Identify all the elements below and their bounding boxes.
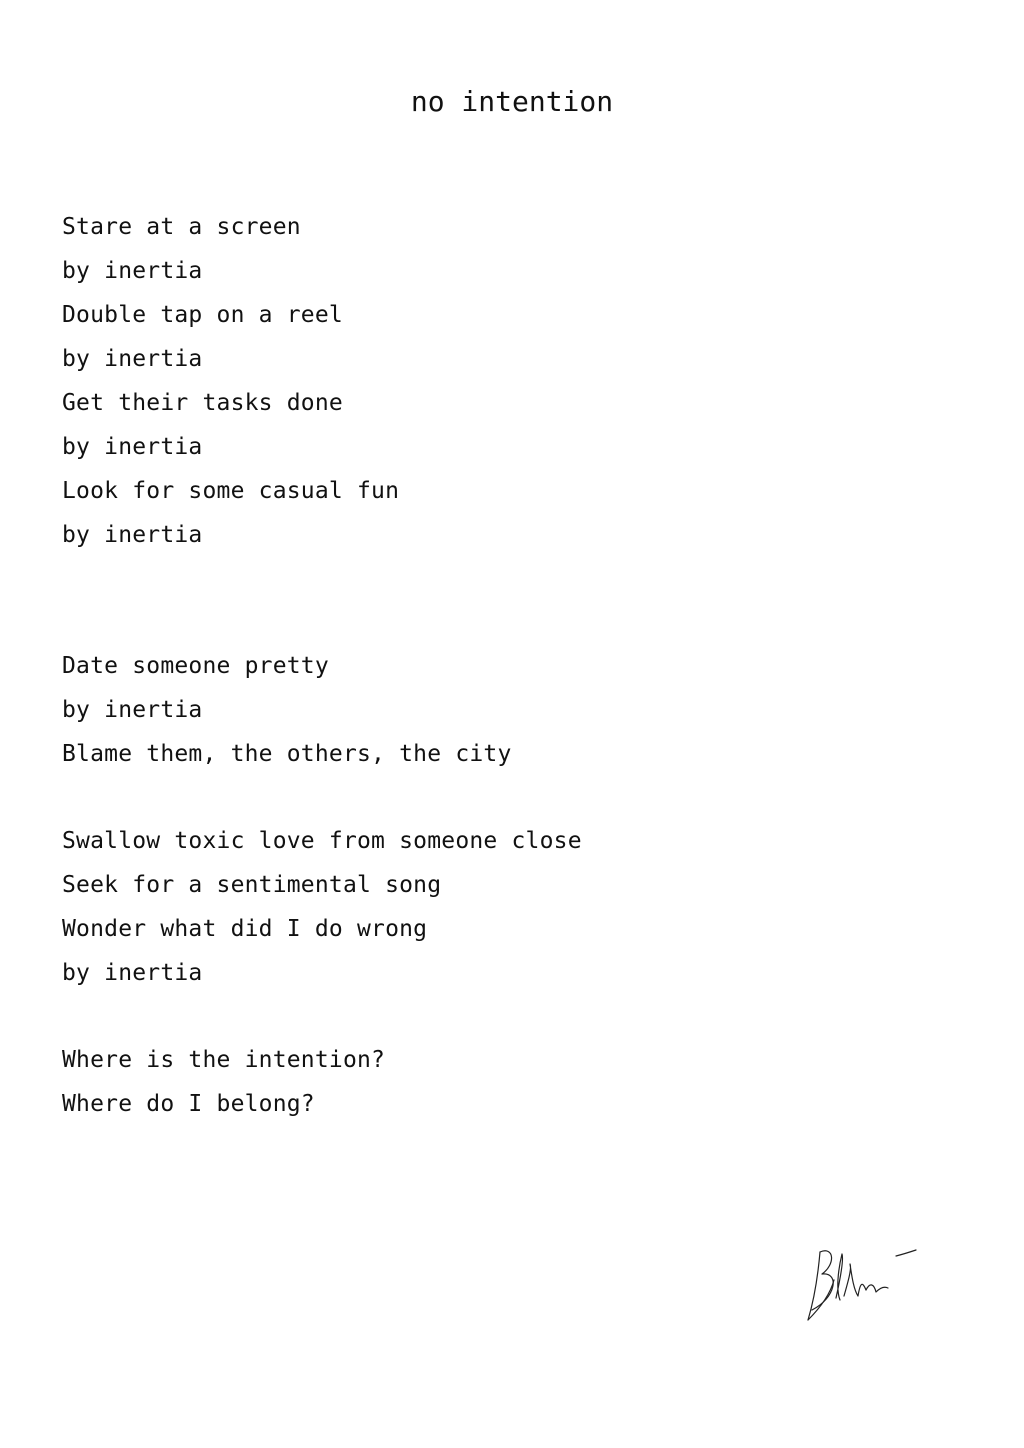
poem-line: Where is the intention? xyxy=(62,1047,386,1073)
poem-line: by inertia xyxy=(62,434,203,460)
poem-line: by inertia xyxy=(62,258,203,284)
signature-icon xyxy=(800,1240,930,1330)
stanza-4 xyxy=(62,1038,385,1126)
poem-line: Seek for a sentimental song xyxy=(62,872,442,898)
poem-line: by inertia xyxy=(62,697,203,723)
poem-line: Blame them, the others, the city xyxy=(62,741,512,767)
stanza-2 xyxy=(62,644,512,776)
poem-line: Swallow toxic love from someone close xyxy=(62,828,582,854)
stanza-3 xyxy=(62,819,582,995)
poem-title: no intention xyxy=(410,85,614,118)
poem-line: Double tap on a reel xyxy=(62,302,343,328)
poem-line: by inertia xyxy=(62,522,203,548)
poem-line: Where do I belong? xyxy=(62,1091,315,1117)
poem-line: Date someone pretty xyxy=(62,653,329,679)
poem-line: Look for some casual fun xyxy=(62,478,400,504)
poem-line: by inertia xyxy=(62,346,203,372)
poem-line: by inertia xyxy=(62,960,203,986)
poem-line: Get their tasks done xyxy=(62,390,343,416)
poem-line: Stare at a screen xyxy=(62,214,301,240)
stanza-1 xyxy=(62,205,399,557)
poem-line: Wonder what did I do wrong xyxy=(62,916,428,942)
